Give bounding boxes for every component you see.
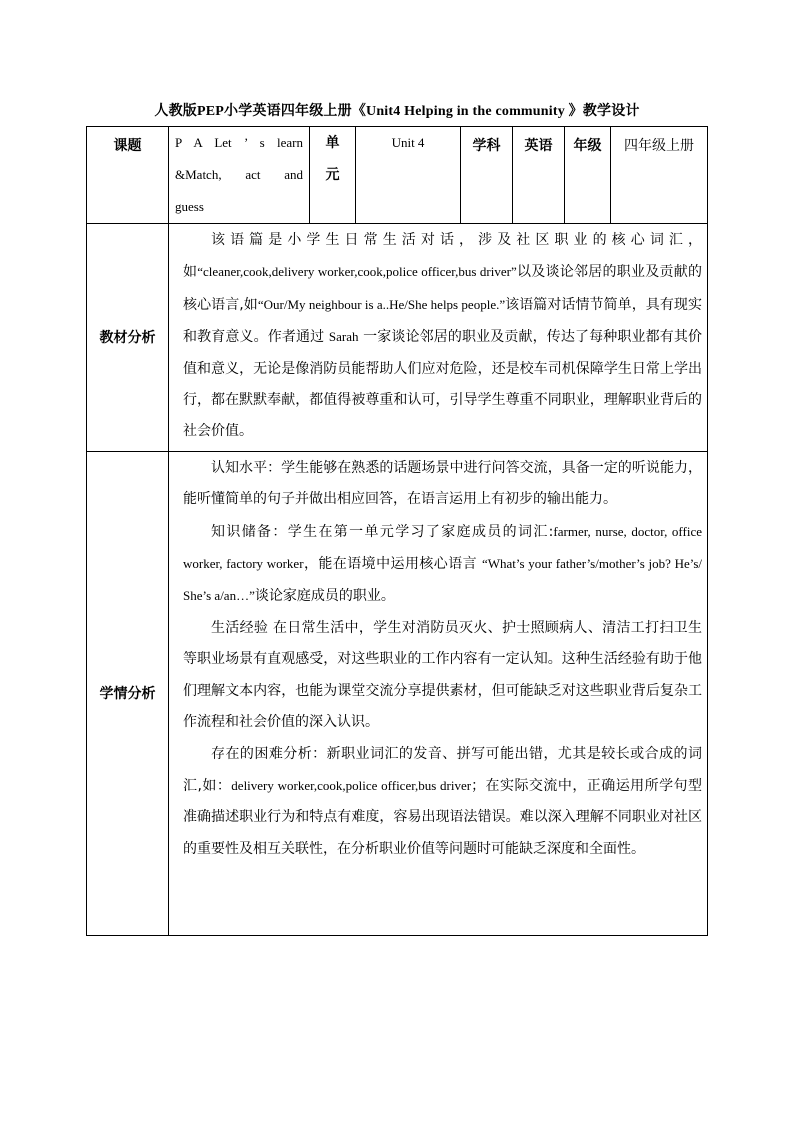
text-run: 以及谈论邻居的职业及贡献的核心语言,如 bbox=[183, 264, 703, 313]
material-analysis-label: 教材分析 bbox=[87, 224, 169, 452]
text-run: 该语篇对话情节简单，具有现实和教育意义。作者通过 bbox=[183, 296, 703, 346]
text-run: 知识储备：学生在第一单元学习了家庭成员的词汇: bbox=[211, 523, 554, 540]
unit-label bbox=[310, 127, 356, 224]
text-run: 谈论家庭成员的职业。 bbox=[254, 588, 395, 605]
text-run: 存在的困难分析：新职业词汇的发音、拼写可能出错，尤其是较长或合成的词汇,如： bbox=[183, 745, 702, 794]
learner-analysis-text bbox=[169, 451, 708, 935]
header-row bbox=[87, 127, 708, 224]
lesson-title-line: guess bbox=[175, 199, 204, 214]
learner-analysis-label: 学情分析 bbox=[87, 451, 169, 935]
lesson-title-line: P A Let ’ s learn bbox=[175, 135, 303, 150]
text-run: Sarah bbox=[328, 329, 359, 345]
life-experience-paragraph: 生活经验 在日常生活中，学生对消防员灭火、护士照顾病人、清洁工打扫卫生等职业场景有直观感受，对这些职业的工作内容有一定认知。这种生活经验有助于他们理解文本内容，也能为课堂交流分享提供素材，但可能缺乏对这些职业背后复杂工作流程和社会价值的深入认识。 bbox=[183, 619, 702, 731]
text-run: “Our/My neighbour is a..He/She helps people.” bbox=[257, 296, 506, 312]
lesson-title-cell bbox=[169, 127, 310, 224]
unit-label-char: 单 bbox=[325, 135, 340, 151]
material-paragraph bbox=[183, 225, 702, 448]
subject-label: 学科 bbox=[461, 127, 513, 224]
unit-label-char: 元 bbox=[325, 167, 340, 183]
text-run: delivery worker,cook,police officer,bus driver bbox=[231, 777, 472, 793]
topic-label: 课题 bbox=[87, 127, 169, 224]
text-run: ；在实际交流中，正确运用所学句型准确描述职业行为和特点有难度，容易出现语法错误。难以深入理解不同职业对社区的重要性及相互关联性，在分析职业价值等问题时可能缺乏深度和全面性。 bbox=[183, 777, 703, 857]
lesson-plan-table bbox=[86, 126, 708, 936]
grade-value: 四年级上册 bbox=[611, 127, 708, 224]
material-analysis-text bbox=[169, 224, 708, 452]
text-run: farmer, nurse, doctor, office worker, factory worker bbox=[183, 523, 702, 572]
cognitive-level-paragraph: 认知水平：学生能够在熟悉的话题场景中进行问答交流，具备一定的听说能力，能听懂简单的句子并做出相应回答，在语言运用上有初步的输出能力。 bbox=[183, 459, 702, 508]
lesson-title-line: &Match, act and bbox=[175, 167, 303, 182]
material-analysis-row bbox=[87, 224, 708, 452]
text-run: ，能在语境中运用核心语言 bbox=[303, 556, 478, 573]
text-run: “cleaner,cook,delivery worker,cook,police officer,bus driver” bbox=[197, 264, 517, 280]
unit-value: Unit 4 bbox=[356, 127, 461, 224]
text-run: 一家谈论邻居的职业及贡献，传达了每种职业都有其价值和意义，无论是像消防员能帮助人们应对危险，还是校车司机保障学生日常上学出行，都在默默奉献，都值得被尊重和认可，引导学生尊重不同职业，理解职业背后的社会价值。 bbox=[183, 329, 703, 440]
document-title: 人教版PEP小学英语四年级上册《Unit4 Helping in the community 》教学设计 bbox=[154, 104, 640, 119]
knowledge-paragraph bbox=[183, 516, 702, 613]
text-run: 该语篇是小学生日常生活对话，涉及社区职业的核心词汇，如 bbox=[183, 232, 702, 281]
grade-label: 年级 bbox=[565, 127, 611, 224]
text-run: “What’s your father’s/mother’s job? He’s/ She’s a/an…” bbox=[183, 556, 703, 604]
difficulties-paragraph bbox=[183, 739, 702, 866]
subject-value: 英语 bbox=[513, 127, 565, 224]
learner-analysis-row bbox=[87, 451, 708, 935]
